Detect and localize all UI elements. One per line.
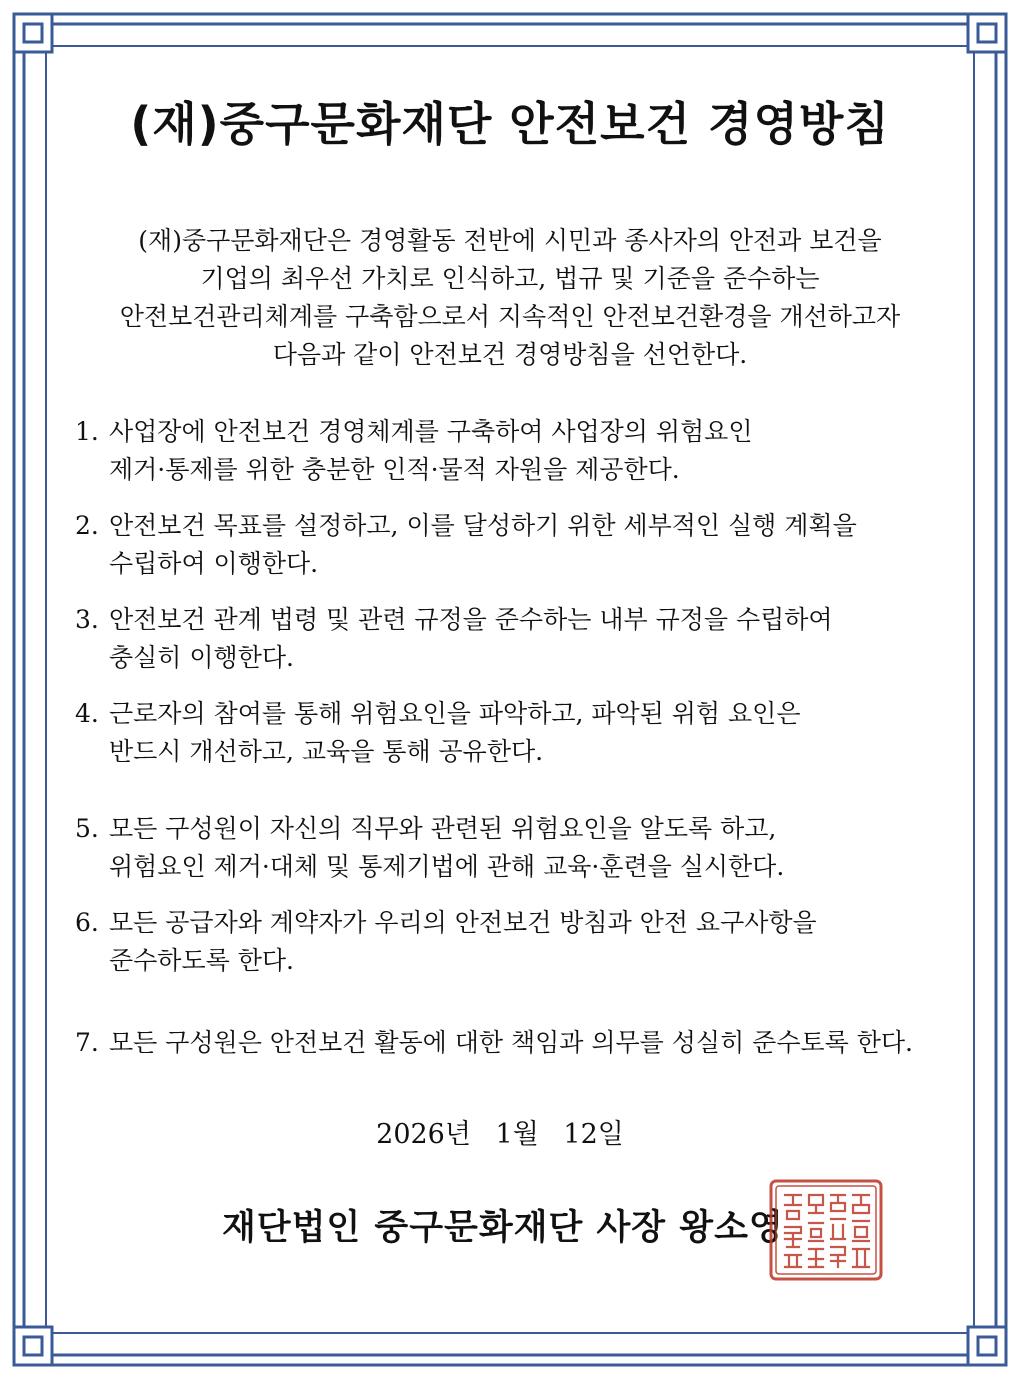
item-text-continued: 반드시 개선하고, 교육을 통해 공유한다. (109, 737, 544, 766)
policy-item-6 (75, 904, 975, 980)
intro-line: 다음과 같이 안전보건 경영방침을 선언한다. (272, 340, 748, 369)
item-number: 7. (75, 1028, 99, 1057)
date-month: 1월 (495, 1119, 539, 1150)
intro-line: 안전보건관리체계를 구축함으로서 지속적인 안전보건환경을 개선하고자 (119, 302, 901, 331)
document-title: (재)중구문화재단 안전보건 경영방침 (130, 97, 890, 151)
intro-line: 기업의 최우선 가치로 인식하고, 법규 및 기준을 준수하는 (200, 264, 820, 293)
item-text: 모든 구성원이 자신의 직무와 관련된 위험요인을 알도록 하고, (109, 814, 777, 843)
policy-item-5 (75, 810, 975, 886)
item-number: 4. (75, 699, 99, 728)
item-text-continued: 위험요인 제거·대체 및 통제기법에 관해 교육·훈련을 실시한다. (109, 852, 785, 881)
item-number: 5. (75, 814, 99, 843)
policy-item-2 (75, 507, 975, 583)
item-number: 6. (75, 908, 99, 937)
policy-item-7 (75, 1024, 975, 1062)
item-text-continued: 충실히 이행한다. (109, 643, 294, 672)
date-day: 12일 (563, 1119, 624, 1150)
item-text-continued: 준수하도록 한다. (109, 946, 294, 975)
item-text-continued: 수립하여 이행한다. (109, 549, 319, 578)
item-text: 안전보건 목표를 설정하고, 이를 달성하기 위한 세부적인 실행 계획을 (109, 511, 857, 540)
date-year: 2026년 (376, 1119, 471, 1150)
item-text: 근로자의 참여를 통해 위험요인을 파악하고, 파악된 위험 요인은 (109, 699, 801, 728)
item-number: 1. (75, 417, 99, 446)
item-text: 안전보건 관계 법령 및 관련 규정을 준수하는 내부 규정을 수립하여 (109, 605, 833, 634)
item-text: 모든 구성원은 안전보건 활동에 대한 책임과 의무를 성실히 준수토록 한다. (109, 1028, 913, 1057)
signature-line: 재단법인 중구문화재단 사장 왕소영 (222, 1208, 784, 1248)
policy-item-1 (75, 413, 975, 489)
intro-paragraph (40, 222, 980, 374)
policy-item-4 (75, 695, 975, 771)
intro-line: (재)중구문화재단은 경영활동 전반에 시민과 종사자의 안전과 보건을 (138, 226, 882, 255)
item-text: 사업장에 안전보건 경영체계를 구축하여 사업장의 위험요인 (109, 417, 753, 446)
item-text: 모든 공급자와 계약자가 우리의 안전보건 방침과 안전 요구사항을 (109, 908, 817, 937)
item-number: 2. (75, 511, 99, 540)
item-number: 3. (75, 605, 99, 634)
official-seal-stamp (767, 1177, 885, 1283)
policy-item-3 (75, 601, 975, 677)
document-date (0, 1112, 1000, 1151)
item-text-continued: 제거·통제를 위한 충분한 인적·물적 자원을 제공한다. (109, 455, 680, 484)
